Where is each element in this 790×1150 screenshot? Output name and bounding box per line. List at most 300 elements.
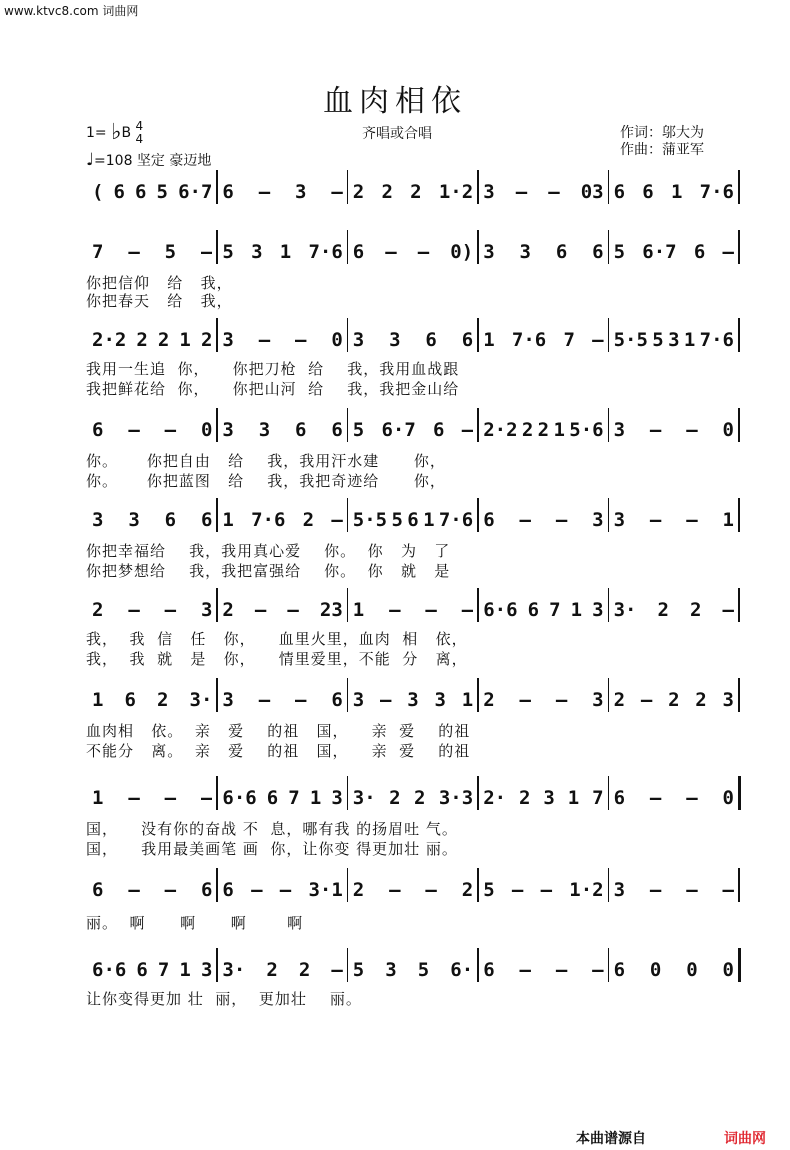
note: 5 (613, 241, 626, 263)
bar-line (477, 170, 479, 204)
note: 5·5 (613, 329, 648, 351)
note: 6·7 (178, 181, 213, 203)
measure (353, 508, 473, 532)
note: 6 (461, 329, 474, 351)
bar-line (347, 318, 349, 352)
bar-line (608, 408, 610, 442)
note: 3 (592, 509, 604, 531)
note: 6·7 (642, 241, 677, 263)
note: — (331, 959, 343, 981)
measure (353, 328, 473, 352)
note: — (164, 787, 177, 809)
measure (222, 878, 342, 902)
note: 3 (331, 787, 343, 809)
composer-credit: 作曲：蒲亚军 (620, 142, 704, 158)
measure (483, 240, 603, 264)
note: 2 (352, 879, 365, 901)
note: 1 (309, 787, 322, 809)
note: 5·5 (352, 509, 388, 531)
bar-line (477, 588, 479, 622)
note: 2 (389, 787, 401, 809)
note: 1 (570, 599, 583, 621)
lyric-line: 你。 你把蓝图 给 我，我把奇迹给 你， (86, 472, 446, 490)
song-title: 血肉相依 (323, 84, 467, 119)
note: 3 (385, 959, 397, 981)
note: 3·1 (308, 879, 343, 901)
note: 6 (331, 689, 343, 711)
note: 1 (222, 509, 234, 531)
measure (92, 508, 212, 532)
bar-line (608, 318, 610, 352)
note: 5 (352, 419, 365, 441)
lyricist-credit: 作词：邬大为 (620, 125, 704, 141)
note: — (515, 181, 528, 203)
note: 3 (200, 959, 213, 981)
lyric-line: 国， 我用最美画笔 画 你，让你变 得更加壮 丽。 (86, 840, 458, 858)
bar-line (347, 408, 349, 442)
bar-line (608, 868, 610, 902)
note: 2 (668, 689, 680, 711)
note: — (649, 419, 662, 441)
measure (614, 180, 734, 204)
note: 7 (157, 959, 170, 981)
score-line (0, 418, 790, 442)
bar-line (608, 230, 610, 264)
note: — (592, 959, 604, 981)
bar-line (216, 776, 218, 810)
note: 1 (483, 329, 495, 351)
note: 6 (135, 181, 147, 203)
note: 2 (657, 599, 669, 621)
bar-line (216, 498, 218, 532)
measure (614, 598, 734, 622)
quarter-note-icon: ♩ (86, 150, 95, 170)
measure (353, 878, 473, 902)
note: 3 (483, 181, 495, 203)
note: — (722, 241, 734, 263)
note: — (200, 241, 213, 263)
lyric-line: 不能分 离。 亲 爱 的祖 国， 亲 爱 的祖 (86, 742, 471, 760)
lyric-line: 你把信仰 给 我， (86, 274, 233, 292)
note: 2·2 (92, 329, 127, 351)
bar-line (738, 408, 740, 442)
note: 1 (352, 599, 365, 621)
note: — (164, 419, 177, 441)
lyric-line: 你。 你把自由 给 我，我用汗水建 你， (86, 452, 446, 470)
bar-line (347, 230, 349, 264)
bar-line (477, 948, 479, 982)
note: — (425, 879, 437, 901)
note: 6 (693, 241, 706, 263)
note: 3 (352, 689, 365, 711)
bar-line (216, 230, 218, 264)
bar-line (347, 498, 349, 532)
note: 6 (92, 879, 104, 901)
note: — (461, 599, 474, 621)
note: 6 (92, 419, 104, 441)
measure (222, 958, 342, 982)
bar-line (738, 868, 740, 902)
bar-line (608, 588, 610, 622)
bar-line (216, 678, 218, 712)
measure (614, 418, 734, 442)
measure (92, 958, 212, 982)
note: — (295, 689, 307, 711)
note: 3 (592, 689, 604, 711)
note: — (640, 689, 653, 711)
note: — (389, 599, 401, 621)
note: — (686, 787, 698, 809)
measure (92, 786, 212, 810)
note: 2 (695, 689, 707, 711)
note: — (128, 419, 140, 441)
note: — (287, 599, 299, 621)
note: 6 (200, 879, 213, 901)
measure (353, 786, 473, 810)
note: 2 (613, 689, 626, 711)
note: 6·6 (483, 599, 518, 621)
note: — (417, 241, 430, 263)
measure (222, 786, 342, 810)
note: 3 (251, 241, 263, 263)
score-line (0, 240, 790, 264)
score-line (0, 878, 790, 902)
score-line (0, 180, 790, 204)
measure (614, 786, 734, 810)
bar-line (477, 498, 479, 532)
note: — (555, 509, 568, 531)
lyric-line: 你把幸福给 我，我用真心爱 你。 你 为 了 (86, 542, 451, 560)
note: 2 (222, 599, 234, 621)
measure (92, 418, 212, 442)
lyric-line: 你把梦想给 我，我把富强给 你。 你 就 是 (86, 562, 451, 580)
note: — (128, 787, 140, 809)
note: 3 (222, 689, 234, 711)
note: 3 (128, 509, 140, 531)
note: — (511, 879, 524, 901)
measure (614, 878, 734, 902)
note: 6 (613, 959, 626, 981)
measure (222, 328, 342, 352)
measure (614, 328, 734, 352)
note: 1 (92, 787, 104, 809)
note: 7·6 (308, 241, 343, 263)
bar-line (738, 776, 741, 810)
note: 5 (164, 241, 177, 263)
note: — (380, 689, 392, 711)
note: — (686, 419, 698, 441)
note: 0 (722, 787, 734, 809)
note: — (258, 329, 271, 351)
bar-line (216, 868, 218, 902)
note: 2 (352, 181, 365, 203)
note: 7·6 (511, 329, 547, 351)
note: 3 (222, 419, 234, 441)
note: 3 (592, 599, 604, 621)
note: 6 (266, 787, 279, 809)
note: — (540, 879, 553, 901)
measure (483, 688, 603, 712)
note: — (555, 959, 568, 981)
bar-line (477, 408, 479, 442)
bar-line (216, 588, 218, 622)
bar-line (738, 678, 740, 712)
note: 6 (483, 959, 495, 981)
note: 6 (124, 689, 136, 711)
note: 1 (179, 959, 191, 981)
note: — (461, 419, 474, 441)
note: 3·3 (438, 787, 474, 809)
note: — (592, 329, 604, 351)
note: — (385, 241, 397, 263)
note: 6 (113, 181, 125, 203)
measure (483, 328, 603, 352)
score-line (0, 328, 790, 352)
measure (353, 418, 473, 442)
note: — (722, 879, 734, 901)
bar-line (477, 230, 479, 264)
note: 3 (543, 787, 555, 809)
note: 5 (352, 959, 365, 981)
note: 2 (690, 599, 702, 621)
note: 6 (164, 509, 177, 531)
note: 6 (527, 599, 540, 621)
measure (92, 328, 212, 352)
note: — (686, 879, 698, 901)
note: 0 (722, 419, 734, 441)
note: 2· (483, 787, 507, 809)
bar-line (738, 498, 740, 532)
note: — (425, 599, 437, 621)
note: 3 (613, 879, 626, 901)
note: 6 (483, 509, 495, 531)
note: — (258, 181, 271, 203)
bar-line (738, 318, 740, 352)
note: — (128, 241, 140, 263)
note: 2 (136, 329, 148, 351)
note: 6·6 (92, 959, 127, 981)
note: 1 (683, 329, 696, 351)
note: 3 (92, 509, 104, 531)
note: 6 (407, 509, 419, 531)
note: 0 (331, 329, 343, 351)
measure (353, 240, 473, 264)
site-watermark: www.ktvc8.com 词曲网 (4, 4, 139, 18)
note: 1 (722, 509, 734, 531)
note: — (519, 959, 531, 981)
note: 6 (222, 879, 234, 901)
note: — (258, 689, 271, 711)
note: 7·6 (251, 509, 286, 531)
bar-line (216, 318, 218, 352)
note: 3 (258, 419, 271, 441)
note: 1 (670, 181, 683, 203)
note: 3 (352, 329, 365, 351)
measure (222, 598, 342, 622)
note: 0 (686, 959, 698, 981)
note: — (519, 689, 531, 711)
note: 7 (563, 329, 575, 351)
note: — (279, 879, 292, 901)
lyric-line: 我用一生追 你， 你把刀枪 给 我，我用血战跟 (86, 360, 460, 378)
lyric-line: 我， 我 信 任 你， 血里火里，血肉 相 依， (86, 630, 468, 648)
note: 3 (295, 181, 307, 203)
note: — (722, 599, 734, 621)
measure (92, 180, 212, 204)
note: — (251, 879, 263, 901)
note: 3 (200, 599, 213, 621)
note: 2 (519, 787, 531, 809)
note: 1 (279, 241, 292, 263)
score-line (0, 508, 790, 532)
measure (614, 508, 734, 532)
note: 1 (567, 787, 580, 809)
note: 2 (266, 959, 278, 981)
note: 6 (613, 787, 626, 809)
note: 2 (92, 599, 104, 621)
note: 7 (92, 241, 104, 263)
note: 6·6 (222, 787, 257, 809)
note: 2 (302, 509, 315, 531)
score-line (0, 688, 790, 712)
note: 2 (157, 329, 170, 351)
note: 6 (642, 181, 654, 203)
measure (222, 508, 342, 532)
note: 6· (450, 959, 474, 981)
lyric-line: 国， 没有你的奋战 不 息，哪有我 的扬眉吐 气。 (86, 820, 458, 838)
measure (614, 240, 734, 264)
note: 3· (189, 689, 213, 711)
note: 5 (222, 241, 234, 263)
measure (222, 418, 342, 442)
note: — (331, 181, 343, 203)
note: 1·2 (438, 181, 474, 203)
measure (92, 878, 212, 902)
note: 3 (722, 689, 734, 711)
measure (222, 240, 342, 264)
bar-line (738, 170, 740, 204)
note: 5 (156, 181, 168, 203)
note: 6 (222, 181, 234, 203)
bar-line (347, 170, 349, 204)
note: 7 (549, 599, 561, 621)
measure (483, 786, 603, 810)
note: — (555, 689, 568, 711)
tempo-text: =108 坚定 豪迈地 (94, 153, 212, 169)
note: 3 (407, 689, 419, 711)
note: 6 (295, 419, 307, 441)
note: 3 (434, 689, 446, 711)
bar-line (608, 170, 610, 204)
bar-line (216, 948, 218, 982)
lyric-line: 我， 我 就 是 你， 情里爱里，不能 分 离， (86, 650, 468, 668)
key-prefix: 1= (86, 125, 107, 141)
note: — (649, 879, 662, 901)
performance-style: 齐唱或合唱 (362, 126, 432, 142)
bar-line (347, 588, 349, 622)
bar-line (738, 948, 741, 982)
time-signature (136, 120, 144, 146)
bar-line (347, 948, 349, 982)
tempo-marking (86, 150, 211, 170)
key-signature (86, 120, 143, 146)
note: 2 (200, 329, 213, 351)
note: 0) (450, 241, 474, 263)
note: — (331, 509, 343, 531)
note: — (164, 879, 177, 901)
note: 7·6 (699, 329, 734, 351)
note: 6 (555, 241, 568, 263)
note: 5 (652, 329, 664, 351)
note: 6 (433, 419, 445, 441)
note: 1 (461, 689, 474, 711)
note: 2 (410, 181, 422, 203)
note: 3 (483, 241, 495, 263)
lyric-line: 血肉相 依。 亲 爱 的祖 国， 亲 爱 的祖 (86, 722, 471, 740)
measure (222, 688, 342, 712)
measure (483, 878, 603, 902)
note: — (649, 787, 662, 809)
score-line (0, 598, 790, 622)
note: — (164, 599, 177, 621)
note: 3 (613, 419, 626, 441)
measure (483, 180, 603, 204)
time-bottom: 4 (135, 132, 144, 146)
bar-line (347, 868, 349, 902)
note: 2 (461, 879, 474, 901)
measure (92, 688, 212, 712)
lyric-line: 丽。 啊 啊 啊 啊 (86, 914, 304, 932)
note: 5 (483, 879, 495, 901)
bar-line (608, 948, 610, 982)
bar-line (608, 498, 610, 532)
note: — (686, 509, 698, 531)
note: 7·6 (438, 509, 474, 531)
note: — (295, 329, 307, 351)
note: 2·2 (483, 419, 518, 441)
measure (92, 598, 212, 622)
note: 5 (417, 959, 430, 981)
note: — (548, 181, 560, 203)
note: 1 (553, 419, 565, 441)
note: 3 (222, 329, 234, 351)
note: 3· (222, 959, 246, 981)
note: 2 (537, 419, 550, 441)
bar-line (738, 230, 740, 264)
note: 5 (391, 509, 403, 531)
footer-site: 词曲网 (724, 1131, 766, 1147)
note: — (128, 599, 140, 621)
note: — (389, 879, 401, 901)
note: 3· (613, 599, 637, 621)
note: — (649, 509, 662, 531)
flat-sign: ♭ (111, 120, 122, 145)
note: 3 (519, 241, 531, 263)
note: 2 (381, 181, 393, 203)
bar-line (216, 170, 218, 204)
note: 6 (200, 509, 213, 531)
note: 2 (298, 959, 311, 981)
note: — (519, 509, 531, 531)
note: 0 (649, 959, 662, 981)
note: 3 (613, 509, 626, 531)
note: — (200, 787, 213, 809)
note: 1 (423, 509, 435, 531)
note: 03 (580, 181, 604, 203)
note: 7·6 (699, 181, 734, 203)
note: 6 (425, 329, 437, 351)
measure (92, 240, 212, 264)
